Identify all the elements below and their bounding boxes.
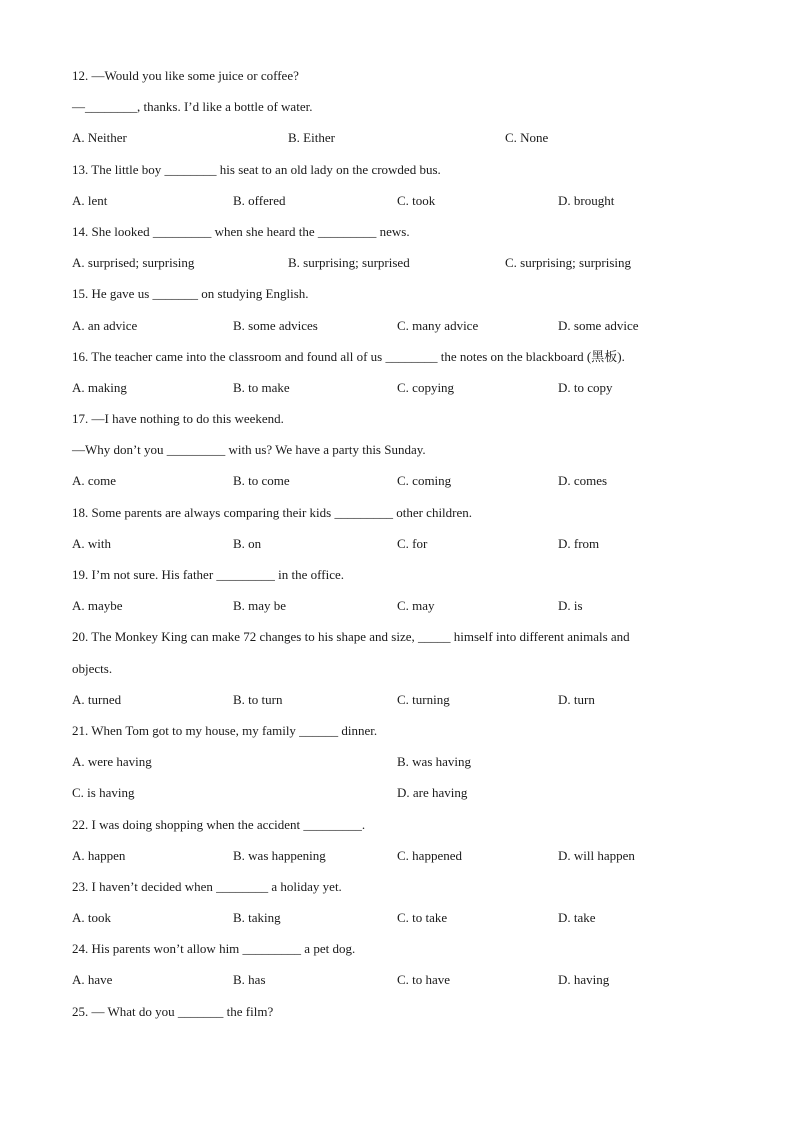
question-17-stem: 17. —I have nothing to do this weekend. bbox=[72, 411, 284, 427]
option-a[interactable]: A. making bbox=[72, 379, 127, 395]
option-a[interactable]: A. surprised; surprising bbox=[72, 255, 195, 271]
exam-page bbox=[72, 64, 722, 1031]
option-b[interactable]: B. Either bbox=[288, 130, 335, 146]
question-23-options bbox=[72, 906, 722, 937]
question-18-stem: 18. Some parents are always comparing their kids _________ other children. bbox=[72, 504, 473, 520]
question-14-stem: 14. She looked _________ when she heard the _________ news. bbox=[72, 223, 410, 239]
option-d[interactable]: D. comes bbox=[558, 473, 608, 489]
question-22-stem: 22. I was doing shopping when the accident _________. bbox=[72, 816, 366, 832]
question-17-options bbox=[72, 469, 722, 500]
option-a[interactable]: A. were having bbox=[72, 754, 152, 770]
question-15-options bbox=[72, 314, 722, 345]
option-b[interactable]: B. may be bbox=[233, 598, 287, 614]
option-d[interactable]: D. is bbox=[558, 598, 583, 614]
option-d[interactable]: D. take bbox=[558, 910, 596, 926]
option-b[interactable]: B. was happening bbox=[233, 847, 326, 863]
question-19-stem: 19. I’m not sure. His father _________ in the office. bbox=[72, 567, 344, 582]
option-a[interactable]: A. Neither bbox=[72, 130, 127, 146]
option-c[interactable]: C. copying bbox=[397, 379, 455, 395]
question-20-stem: 20. The Monkey King can make 72 changes to his shape and size, _____ himself into different animals and bbox=[72, 629, 630, 645]
option-a[interactable]: A. come bbox=[72, 473, 117, 489]
option-b[interactable]: B. to turn bbox=[233, 691, 283, 707]
option-c[interactable]: C. None bbox=[505, 130, 549, 146]
question-20-options bbox=[72, 688, 722, 719]
option-b[interactable]: B. taking bbox=[233, 910, 281, 926]
option-c[interactable]: C. may bbox=[397, 598, 435, 614]
question-16-stem: 16. The teacher came into the classroom and found all of us ________ the notes on the blackboard (黑板). bbox=[72, 348, 625, 364]
option-c[interactable]: C. coming bbox=[397, 473, 452, 489]
option-d[interactable]: D. brought bbox=[558, 192, 615, 208]
question-24-options bbox=[72, 968, 722, 999]
option-b[interactable]: B. surprising; surprised bbox=[288, 255, 410, 271]
option-a[interactable]: A. with bbox=[72, 535, 111, 551]
option-c[interactable]: C. to take bbox=[397, 910, 448, 926]
option-b[interactable]: B. on bbox=[233, 535, 262, 551]
option-d[interactable]: D. some advice bbox=[558, 317, 639, 333]
question-18-options bbox=[72, 532, 722, 563]
option-a[interactable]: A. turned bbox=[72, 691, 122, 707]
question-21-stem: 21. When Tom got to my house, my family ______ dinner. bbox=[72, 722, 378, 738]
question-12-stem-reply: —________, thanks. I’d like a bottle of water. bbox=[72, 99, 313, 115]
question-17-stem-reply: —Why don’t you _________ with us? We have a party this Sunday. bbox=[72, 442, 426, 458]
option-c[interactable]: C. happened bbox=[397, 847, 462, 863]
option-d[interactable]: D. are having bbox=[397, 785, 468, 801]
option-d[interactable]: D. turn bbox=[558, 691, 595, 707]
question-19-options bbox=[72, 594, 722, 625]
question-13-options bbox=[72, 189, 722, 220]
option-c[interactable]: C. surprising; surprising bbox=[505, 255, 632, 271]
option-c[interactable]: C. took bbox=[397, 192, 436, 208]
question-21-options-row-2 bbox=[72, 781, 722, 812]
option-c[interactable]: C. is having bbox=[72, 785, 135, 801]
option-b[interactable]: B. was having bbox=[397, 754, 472, 770]
option-a[interactable]: A. have bbox=[72, 972, 113, 988]
question-23-stem: 23. I haven’t decided when ________ a holiday yet. bbox=[72, 878, 342, 894]
option-b[interactable]: B. has bbox=[233, 972, 266, 988]
question-20-stem-continued: objects. bbox=[72, 660, 113, 676]
option-b[interactable]: B. to make bbox=[233, 379, 290, 395]
option-b[interactable]: B. some advices bbox=[233, 317, 318, 333]
option-d[interactable]: D. from bbox=[558, 535, 600, 551]
question-13-stem: 13. The little boy ________ his seat to an old lady on the crowded bus. bbox=[72, 161, 441, 177]
option-a[interactable]: A. an advice bbox=[72, 317, 138, 333]
option-a[interactable]: A. maybe bbox=[72, 598, 123, 614]
option-c[interactable]: C. many advice bbox=[397, 317, 479, 333]
question-22-options bbox=[72, 844, 722, 875]
question-16-options bbox=[72, 376, 722, 407]
question-15-stem: 15. He gave us _______ on studying English. bbox=[72, 286, 309, 302]
option-d[interactable]: D. will happen bbox=[558, 847, 635, 863]
option-d[interactable]: D. having bbox=[558, 972, 610, 988]
option-c[interactable]: C. turning bbox=[397, 691, 450, 707]
question-12-stem: 12. —Would you like some juice or coffee? bbox=[72, 68, 299, 83]
option-c[interactable]: C. to have bbox=[397, 972, 451, 988]
option-a[interactable]: A. took bbox=[72, 910, 111, 926]
option-c[interactable]: C. for bbox=[397, 535, 428, 551]
question-21-options-row-1 bbox=[72, 750, 722, 781]
option-b[interactable]: B. to come bbox=[233, 473, 290, 489]
question-24-stem: 24. His parents won’t allow him _________ a pet dog. bbox=[72, 941, 356, 957]
option-a[interactable]: A. lent bbox=[72, 192, 108, 208]
option-b[interactable]: B. offered bbox=[233, 192, 286, 208]
question-25-stem: 25. — What do you _______ the film? bbox=[72, 1003, 274, 1019]
question-14-options bbox=[72, 251, 722, 282]
option-a[interactable]: A. happen bbox=[72, 847, 126, 863]
question-12-options bbox=[72, 126, 722, 157]
option-d[interactable]: D. to copy bbox=[558, 379, 613, 395]
